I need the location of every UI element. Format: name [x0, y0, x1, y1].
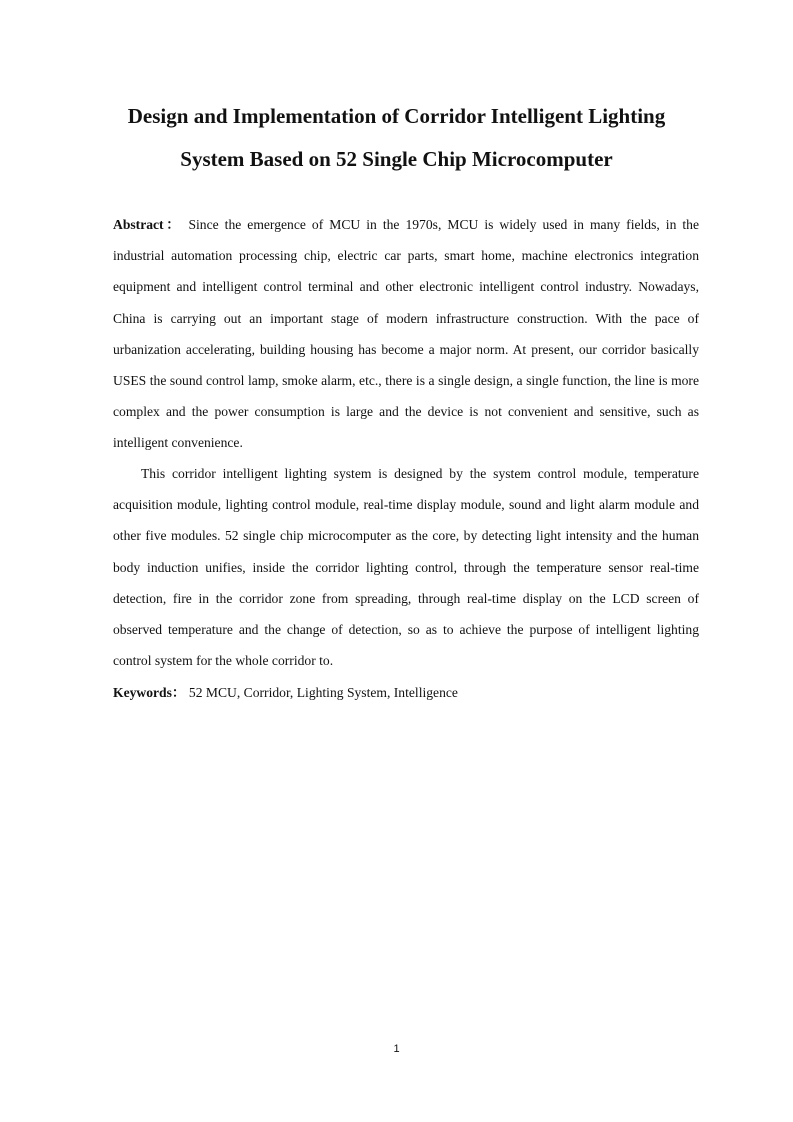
abstract-text: Since the emergence of MCU in the 1970s, MCU is widely used in many fields, in the industrial automation processing chip, electric car parts, smart home, machine electronics integration equipment and intelligent control terminal and other electronic intelligent control industry. Nowadays, China is carrying out an important stage of modern infrastructure construction. With the pace of urbanization accelerating, building housing has become a major norm. At present, our corridor basically USES the sound control lamp, smoke alarm, etc., there is a single design, a single function, the line is more complex and the power consumption is large and the device is not convenient and sensitive, such as intelligent convenience.	[113, 217, 699, 451]
abstract-paragraph	[113, 209, 699, 459]
paper-title-line-2: System Based on 52 Single Chip Microcomputer	[180, 147, 613, 171]
page-number: 1	[393, 1043, 400, 1055]
keywords-text: 52 MCU, Corridor, Lighting System, Intelligence	[188, 685, 458, 700]
keywords-line	[113, 677, 458, 708]
abstract-paragraph-2: This corridor intelligent lighting system is designed by the system control module, temperature acquisition module, lighting control module, real-time display module, sound and light alarm module and other five modules. 52 single chip microcomputer as the core, by detecting light intensity and the human body induction unifies, inside the corridor lighting control, through the temperature sensor real-time detection, fire in the corridor zone from spreading, through real-time display on the LCD screen of observed temperature and the change of detection, so as to achieve the purpose of intelligent lighting control system for the whole corridor to.	[113, 466, 699, 669]
paper-title-line-1: Design and Implementation of Corridor Intelligent Lighting	[127, 104, 666, 128]
keywords-label: Keywords：	[113, 685, 186, 700]
abstract-label: Abstract：	[113, 217, 183, 232]
